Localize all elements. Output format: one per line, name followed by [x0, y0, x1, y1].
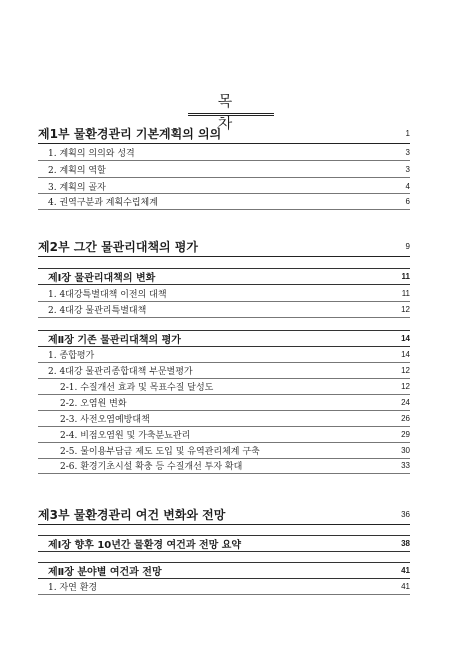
- toc-subentry[interactable]: [38, 457, 410, 473]
- chapter-label: 제Ⅰ장 향후 10년간 물환경 여건과 전망 요약: [48, 540, 242, 551]
- toc-entry-page: 41: [401, 581, 410, 591]
- part-3-label: 제3부 물환경관리 여건 변화와 전망: [38, 507, 226, 522]
- toc-entry-page: 29: [401, 429, 410, 439]
- toc-entry-page: 12: [401, 365, 410, 375]
- part-3-rule: [38, 524, 410, 525]
- chapter-box: [38, 562, 410, 579]
- chapter-heading[interactable]: [38, 331, 410, 346]
- toc-entry[interactable]: [38, 285, 410, 301]
- part-2-page: 9: [405, 241, 410, 251]
- toc-entry[interactable]: [38, 193, 410, 209]
- toc-entry-page: 4: [405, 181, 410, 191]
- toc-entry-page: 12: [401, 304, 410, 314]
- toc-subentry[interactable]: [38, 378, 410, 394]
- toc-entry-page: 26: [401, 413, 410, 423]
- chapter-page: 38: [401, 539, 410, 548]
- toc-entry-label: 2-5. 물이용부담금 제도 도입 및 유역관리체계 구축: [60, 446, 260, 457]
- toc-entry-page: 24: [401, 397, 410, 407]
- toc-subentry[interactable]: [38, 442, 410, 458]
- chapter-heading[interactable]: [38, 536, 410, 551]
- divider: [38, 594, 410, 595]
- toc-entry-label: 2. 4대강 물관리종합대책 부문별평가: [48, 366, 193, 377]
- toc-entry-page: 12: [401, 381, 410, 391]
- chapter-box: [38, 330, 410, 347]
- toc-entry[interactable]: [38, 144, 410, 160]
- toc-entry[interactable]: [38, 578, 410, 594]
- divider: [38, 317, 410, 318]
- toc-entry-page: 3: [405, 164, 410, 174]
- part-1-heading[interactable]: [38, 124, 410, 142]
- toc-entry-label: 2-3. 사전오염예방대책: [60, 414, 150, 425]
- toc-entry[interactable]: [38, 161, 410, 177]
- chapter-label: 제Ⅱ장 기존 물관리대책의 평가: [48, 335, 181, 346]
- toc-entry-label: 2-2. 오염원 변화: [60, 398, 127, 409]
- toc-subentry[interactable]: [38, 410, 410, 426]
- toc-entry-label: 2. 4대강 물관리특별대책: [48, 305, 147, 316]
- chapter-label: 제Ⅱ장 분야별 여건과 전망: [48, 567, 162, 578]
- part-1-page: 1: [405, 128, 410, 138]
- part-3-page: 36: [401, 509, 410, 519]
- part-3-heading[interactable]: [38, 505, 410, 523]
- divider: [38, 473, 410, 474]
- divider: [38, 209, 410, 210]
- toc-entry-page: 3: [405, 147, 410, 157]
- toc-entry-page: 11: [401, 288, 410, 298]
- toc-entry-label: 1. 4대강특별대책 이전의 대책: [48, 289, 167, 300]
- toc-entry-label: 2-4. 비점오염원 및 가축분뇨관리: [60, 430, 191, 441]
- toc-entry-label: 1. 종합평가: [48, 350, 95, 361]
- toc-entry-label: 1. 자연 환경: [48, 582, 98, 593]
- toc-entry[interactable]: [38, 346, 410, 362]
- chapter-heading[interactable]: [38, 563, 410, 578]
- toc-subentry[interactable]: [38, 426, 410, 442]
- chapter-label: 제Ⅰ장 물관리대책의 변화: [48, 273, 156, 284]
- toc-title: 목 차: [188, 90, 274, 116]
- toc-entry[interactable]: [38, 301, 410, 317]
- toc-entry-label: 4. 권역구분과 계획수립체계: [48, 197, 158, 208]
- toc-entry[interactable]: [38, 362, 410, 378]
- chapter-box: [38, 268, 410, 285]
- chapter-page: 41: [401, 566, 410, 575]
- toc-entry-page: 30: [401, 445, 410, 455]
- toc-entry-label: 1. 계획의 의의와 성격: [48, 148, 135, 159]
- toc-entry-label: 2. 계획의 역할: [48, 165, 106, 176]
- chapter-page: 11: [401, 272, 410, 281]
- toc-entry-page: 33: [401, 460, 410, 470]
- toc-entry-label: 3. 계획의 골자: [48, 182, 106, 193]
- part-2-label: 제2부 그간 물관리대책의 평가: [38, 239, 198, 254]
- chapter-box: [38, 535, 410, 552]
- toc-entry-page: 6: [405, 196, 410, 206]
- toc-entry-label: 2-1. 수질개선 효과 및 목표수질 달성도: [60, 382, 214, 393]
- toc-entry-page: 14: [401, 349, 410, 359]
- toc-entry-label: 2-6. 환경기초시설 확충 등 수질개선 투자 확대: [60, 461, 243, 472]
- part-1-label: 제1부 물환경관리 기본계획의 의의: [38, 126, 222, 141]
- part-2-rule: [38, 256, 410, 257]
- chapter-page: 14: [401, 334, 410, 343]
- toc-subentry[interactable]: [38, 394, 410, 410]
- toc-entry[interactable]: [38, 178, 410, 194]
- chapter-heading[interactable]: [38, 269, 410, 284]
- part-2-heading[interactable]: [38, 237, 410, 255]
